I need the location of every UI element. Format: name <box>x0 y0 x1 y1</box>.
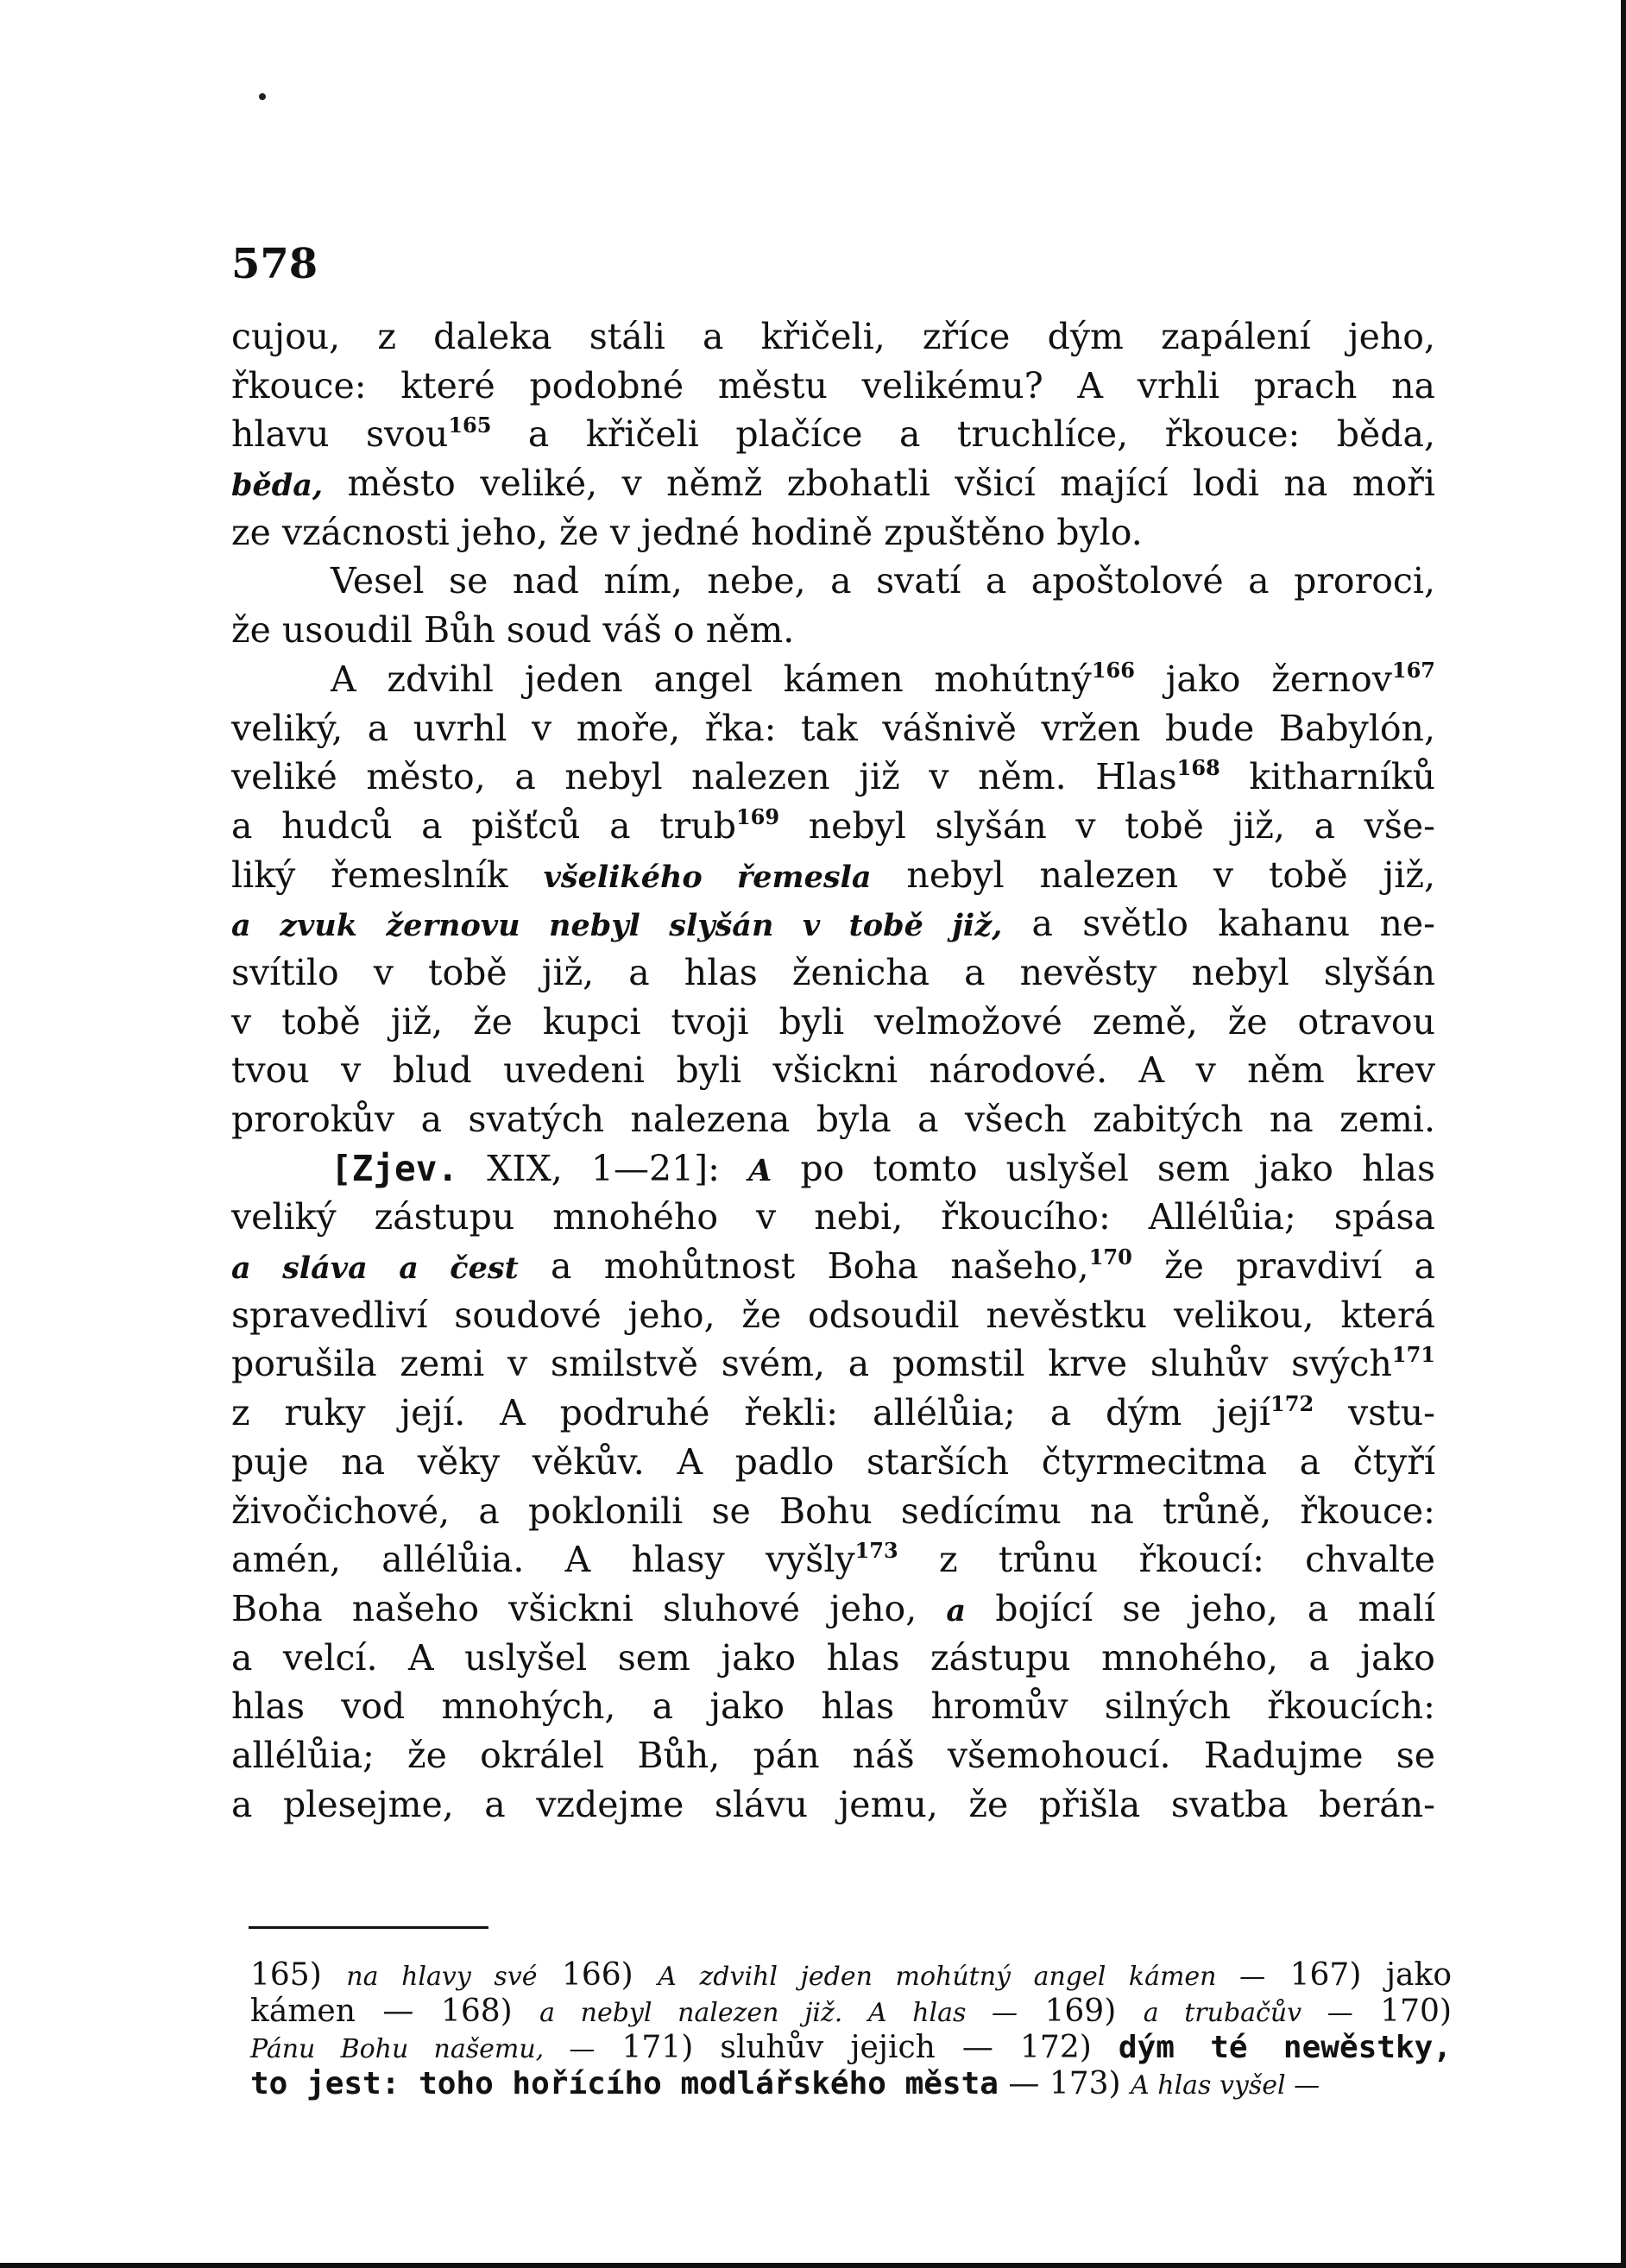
footnote-line <box>250 1957 1452 1994</box>
text-line <box>231 1438 1435 1487</box>
text-segment: puje na věky věkův. A padlo starších čtyrmecitma a čtyří <box>231 1440 1435 1483</box>
text-segment: město veliké, v němž zbohatli všicí mající lodi na moři <box>323 463 1435 505</box>
page-number: 578 <box>231 240 318 288</box>
footnote-line <box>250 2030 1452 2066</box>
footnote-segment: 170) <box>1352 1994 1452 2029</box>
footnote-line <box>250 1994 1452 2030</box>
text-segment: že pravdiví a <box>1131 1245 1435 1288</box>
text-line <box>231 1634 1435 1683</box>
text-line <box>231 704 1435 753</box>
text-segment: z ruky její. A podruhé řekli: allélůia; a dým její <box>231 1392 1271 1434</box>
footnote-segment: 171) sluhův jejich — 172) <box>595 2030 1119 2065</box>
text-segment: prorokův a svatých nalezena byla a všech zabitých na zemi. <box>231 1099 1435 1140</box>
text-line <box>231 655 1435 704</box>
text-line <box>231 1389 1435 1438</box>
text-line <box>231 899 1435 948</box>
footnote-marker: 171 <box>1391 1342 1435 1368</box>
text-segment: Vesel se nad ním, nebe, a svatí a apoštolové a proroci, <box>331 560 1435 602</box>
footnote-segment: 167) jako <box>1265 1957 1452 1993</box>
footnote-segment: a trubačův — <box>1143 1998 1353 2028</box>
text-segment: allélůia; že okrálel Bůh, pán náš všemohoucí. Radujme se <box>231 1734 1435 1776</box>
text-segment: v tobě již, že kupci tvoji byli velmožové země, že otravou <box>231 1000 1435 1043</box>
text-line <box>231 948 1435 998</box>
text-line <box>231 1095 1435 1144</box>
text-segment: tvou v blud uvedeni byli všickni národové. A v něm krev <box>231 1049 1435 1092</box>
footnote-segment: to jest: toho hořícího modlářského města <box>250 2066 999 2101</box>
footnotes <box>250 1957 1452 2102</box>
footnote-segment: dým té newěstky, <box>1118 2030 1452 2065</box>
scan-edge-right <box>1621 0 1626 2268</box>
text-segment: všelikého řemesla <box>543 859 872 895</box>
footnote-marker: 166 <box>1091 657 1135 683</box>
footnote-marker: 170 <box>1088 1244 1132 1270</box>
text-segment: hlavu svou <box>231 413 449 456</box>
text-segment: po tomto uslyšel sem jako hlas <box>772 1147 1435 1189</box>
text-segment: že usoudil Bůh soud váš o něm. <box>231 609 795 652</box>
text-segment: vstu- <box>1314 1392 1435 1434</box>
text-segment: hlas vod mnohých, a jako hlas hromův silných řkoucích: <box>231 1685 1435 1728</box>
text-segment: a zvuk žernovu nebyl slyšán v tobě již, <box>231 908 1003 944</box>
text-segment: živočichové, a poklonili se Bohu sedícímu na trůně, řkouce: <box>231 1490 1435 1532</box>
scan-edge-bottom <box>0 2263 1626 2268</box>
text-segment: a světlo kahanu ne- <box>1002 903 1435 945</box>
body-text <box>231 312 1435 1829</box>
text-segment: amén, allélůia. A hlasy vyšly <box>231 1539 855 1581</box>
text-segment: Boha našeho všickni sluhové jeho, <box>231 1587 947 1629</box>
text-line <box>231 1780 1435 1830</box>
text-line <box>231 508 1435 558</box>
text-segment: nebyl nalezen v tobě již, <box>871 854 1435 896</box>
text-segment: nebyl slyšán v tobě již, a vše- <box>779 804 1435 847</box>
text-line <box>231 1339 1435 1389</box>
text-segment: a mohůtnost Boha našeho, <box>518 1245 1089 1288</box>
text-segment: běda, <box>231 468 324 504</box>
text-segment: řkouce: které podobné městu velikému? A vrhli prach na <box>231 364 1435 406</box>
footnote-segment: na hlavy své <box>346 1962 538 1992</box>
text-segment: porušila zemi v smilstvě svém, a pomstil krve sluhův svých <box>231 1343 1392 1385</box>
text-line <box>231 606 1435 655</box>
footnote-marker: 172 <box>1270 1391 1314 1417</box>
text-segment: kitharníků <box>1220 756 1435 798</box>
text-segment: svítilo v tobě již, a hlas ženicha a nevěsty nebyl slyšán <box>231 951 1435 993</box>
text-line <box>231 1144 1435 1194</box>
text-segment: a <box>946 1592 967 1629</box>
footnote-segment: 166) <box>537 1957 659 1993</box>
text-segment: XIX, 1—21]: <box>458 1147 749 1189</box>
footnote-segment: 169) <box>1018 1994 1144 2029</box>
text-line <box>231 312 1435 362</box>
text-line <box>231 998 1435 1047</box>
text-segment: veliký, a uvrhl v moře, řka: tak vášnivě vržen bude Babylón, <box>231 707 1435 749</box>
text-segment: bojící se jeho, a malí <box>966 1587 1435 1629</box>
ink-speck <box>259 93 266 100</box>
footnote-segment: A zdvihl jeden mohútný angel kámen — <box>658 1962 1266 1992</box>
text-line <box>231 1046 1435 1095</box>
text-line <box>231 410 1435 459</box>
footnote-marker: 173 <box>854 1538 898 1564</box>
text-segment: a sláva a čest <box>231 1251 519 1287</box>
text-segment: veliké město, a nebyl nalezen již v něm. Hlas <box>231 756 1177 798</box>
footnote-marker: 169 <box>735 803 780 829</box>
text-line <box>231 851 1435 900</box>
footnote-segment: A hlas vyšel — <box>1131 2070 1320 2101</box>
text-line <box>231 459 1435 508</box>
text-segment: veliký zástupu mnohého v nebi, řkoucího: Allélůia; spása <box>231 1196 1435 1238</box>
footnote-marker: 165 <box>448 413 492 438</box>
text-segment: a plesejme, a vzdejme slávu jemu, že přišla svatba berán- <box>231 1783 1435 1825</box>
footnote-rule <box>249 1926 488 1929</box>
text-line <box>231 1242 1435 1291</box>
text-line <box>231 1193 1435 1242</box>
text-line <box>231 753 1435 802</box>
text-segment: a křičeli plačíce a truchlíce, řkouce: běda, <box>491 413 1436 456</box>
text-segment: cujou, z daleka stáli a křičeli, zříce dým zapálení jeho, <box>231 316 1435 357</box>
text-line <box>231 557 1435 606</box>
footnote-marker: 167 <box>1391 657 1436 683</box>
text-segment: ze vzácnosti jeho, že v jedné hodině zpuštěno bylo. <box>231 511 1143 553</box>
text-line <box>231 1584 1435 1634</box>
text-line <box>231 1731 1435 1780</box>
text-segment: [Zjev. <box>331 1147 459 1189</box>
text-segment: A zdvihl jeden angel kámen mohútný <box>331 658 1092 700</box>
text-segment: a velcí. A uslyšel sem jako hlas zástupu mnohého, a jako <box>231 1636 1435 1679</box>
footnote-marker: 168 <box>1176 755 1220 781</box>
text-segment: liký řemeslník <box>231 854 544 896</box>
text-line <box>231 1682 1435 1731</box>
text-segment: A <box>748 1152 772 1188</box>
text-line <box>231 1535 1435 1584</box>
footnote-segment: kámen — 168) <box>250 1994 540 2029</box>
text-line <box>231 1487 1435 1536</box>
footnote-segment: Pánu Bohu našemu, — <box>250 2034 596 2064</box>
text-segment: jako žernov <box>1134 658 1392 700</box>
text-line <box>231 362 1435 411</box>
footnote-line <box>250 2066 1452 2102</box>
text-line <box>231 802 1435 851</box>
text-segment: spravedliví soudové jeho, že odsoudil nevěstku velikou, která <box>231 1294 1435 1336</box>
footnote-segment: a nebyl nalezen již. A hlas — <box>539 1998 1018 2028</box>
text-segment: a hudců a pišťců a trub <box>231 804 736 847</box>
text-line <box>231 1291 1435 1340</box>
footnote-segment: — 173) <box>998 2066 1131 2101</box>
text-segment: z trůnu řkoucí: chvalte <box>898 1539 1435 1581</box>
footnote-segment: 165) <box>250 1957 347 1993</box>
